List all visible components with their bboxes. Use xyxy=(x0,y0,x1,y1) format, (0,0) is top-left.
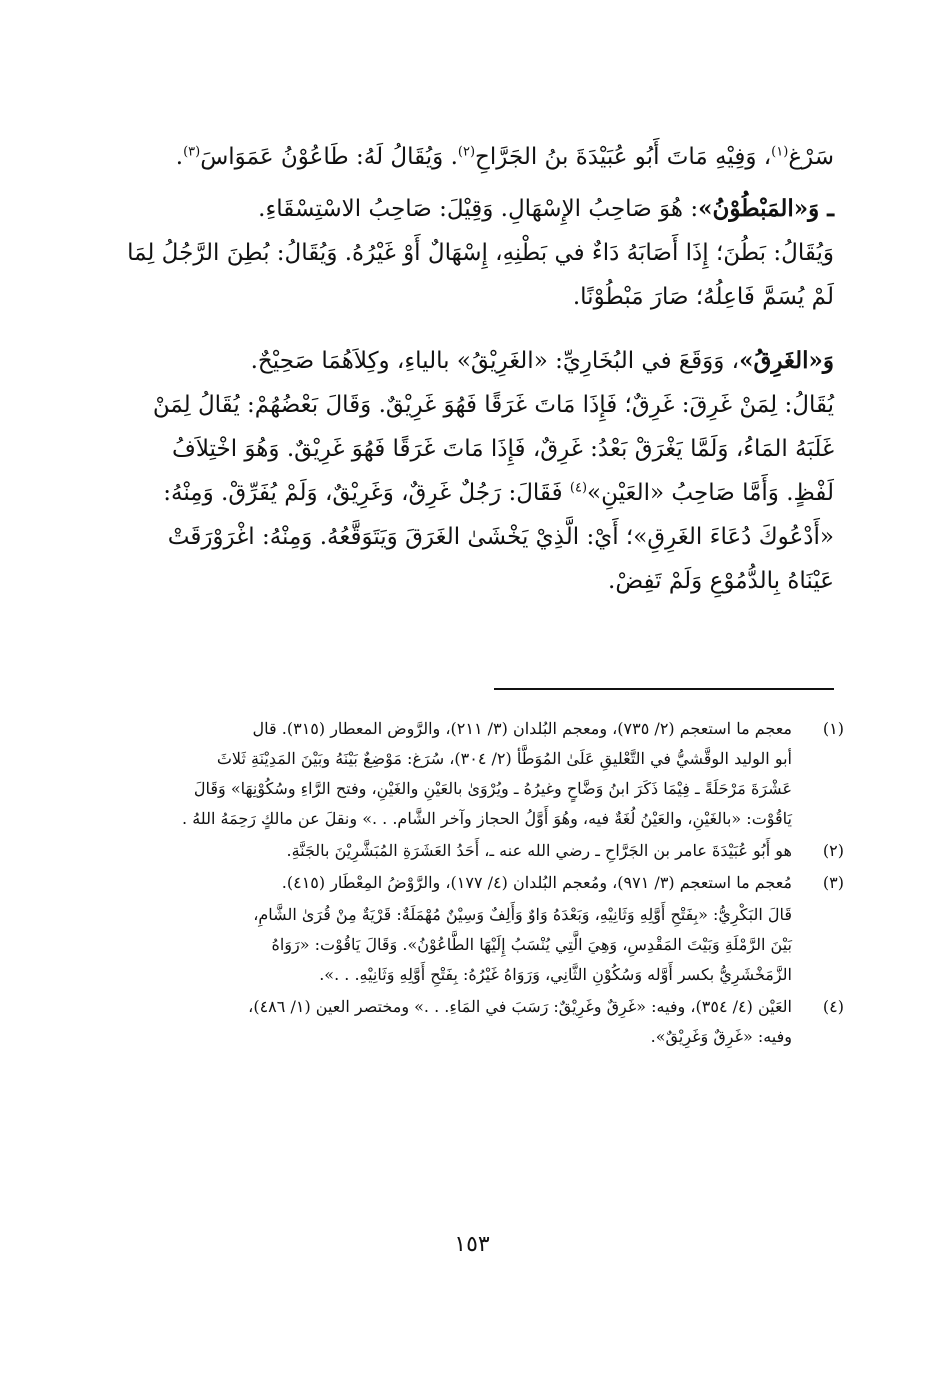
text-segment: «أَدْعُوكَ دُعَاءَ الغَرِقِ»؛ أَيْ: الَّذِيْ يَخْشَىٰ الغَرَقَ وَيَتَوَقَّعُهُ. وَمِنْهُ: اغْرَوْرَقَتْ xyxy=(167,524,834,550)
footnote-body xyxy=(104,992,792,1052)
footnote-3 xyxy=(104,868,844,898)
footnote-line: العَيْن (٤/ ٣٥٤)، وفيه: «غَرِقٌ وغَرِيْقٌ: رَسَبَ في المَاءِ. . .» ومختصر العين (١/ ٤٨٦)، xyxy=(248,997,792,1016)
footnote-line: عَشْرَةَ مَرْحَلَةً ـ فِيْمَا ذَكَرَ ابنُ وَضَّاحٍ وغيرُهُ ـ ويُرْوَىٰ بالعَيْنِ والغَيْنِ، وفتح الرَّاءِ وسُكُوْنِهَا» وَقَالَ xyxy=(193,779,792,798)
term-heading: ـ وَ«المَبْطُوْنُ» xyxy=(698,195,834,222)
text-segment: ، وَوَقَعَ في البُخَارِيِّ: «الغَرِيْقُ» بالياءِ، وكِلاَهُمَا صَحِيْحٌ. xyxy=(250,348,740,374)
footnote-ref-3[interactable]: (٣) xyxy=(183,144,201,160)
text-segment: لَمْ يُسَمَّ فَاعِلُهُ؛ صَارَ مَبْطُوْنًا. xyxy=(572,284,834,310)
footnote-4 xyxy=(104,992,844,1052)
text-segment: : هُوَ صَاحِبُ الإِسْهَالِ. وَقِيْلَ: صَاحِبُ الاسْتِسْقَاءِ. xyxy=(258,196,699,222)
footnote-line: قَالَ البَكْرِيُّ: «بِفَتْحِ أَوَّلِهِ وَثَانِيْهِ، وَبَعْدَهُ وَاوٌ وَأَلِفٌ وَسِيْنٌ مُهْمَلَةٌ: قَرْيَةٌ مِنْ قُرَىٰ الشَّامِ، xyxy=(253,905,792,924)
text-segment: فَقَالَ: رَجُلٌ غَرِقٌ، وَغَرِيْقٌ، وَلَمْ يُفَرِّقْ. وَمِنْهُ: xyxy=(163,480,570,506)
paragraph-1 xyxy=(106,135,834,179)
text-segment: . وَيُقَالُ لَهُ: طَاعُوْنُ عَمَوَاسَ xyxy=(200,144,458,170)
text-segment: سَرْغ xyxy=(788,144,834,170)
footnotes xyxy=(104,714,844,1054)
footnote-line: بَيْنَ الرَّمْلَةِ وَبَيْتَ المَقْدِسِ، وَهِيَ الَّتِي يُنْسَبُ إِلَيْهَا الطَّاعُوْنُ». وَقَالَ يَاقُوْت: «رَوَاهُ xyxy=(271,935,792,954)
footnote-line: وفيه: «غَرِقٌ وَغَرِيْقٌ». xyxy=(650,1027,792,1046)
main-text xyxy=(106,135,834,603)
footnote-line: الزَّمَخْشَرِيُّ بكسر أَوَّله وَسُكُوْنِ الثَّانِي، وَرَوَاهُ غَيْرُهُ: بِفَتْحِ أَوَّلِهِ وَثَانِيْهِ. . .». xyxy=(319,965,792,984)
footnote-body xyxy=(104,836,792,866)
footnote-line: معجم ما استعجم (٢/ ٧٣٥)، ومعجم البُلدان (٣/ ٢١١)، والرَّوض المعطار (٣١٥). قال xyxy=(252,719,792,738)
page-number: ١٥٣ xyxy=(454,1232,490,1257)
text-segment: غَلَبَهُ المَاءُ، وَلَمَّا يَغْرَقْ بَعْدُ: غَرِقٌ، فَإِذَا مَاتَ غَرَقًا فَهُوَ غَرِيْقٌ. وَهُوَ اخْتِلاَفُ xyxy=(171,436,834,462)
paragraph-2 xyxy=(106,187,834,231)
footnote-body xyxy=(104,868,792,898)
text-segment: . xyxy=(175,144,184,170)
footnote-ref-2[interactable]: (٢) xyxy=(457,144,476,160)
text-segment: ، وَفِيْهِ مَاتَ أَبُو عُبَيْدَةَ بنُ الجَرَّاحِ xyxy=(475,144,772,170)
footnote-number: (٢) xyxy=(822,841,844,860)
footnote-line: يَاقُوْت: «بالغَيْنِ، والعَيْنُ لُغَةٌ فيه، وهُوَ أَوَّلُ الحجاز وآخر الشَّام. . .» ونقلَ عن مالكٍ رَحِمَهُ اللهُ . xyxy=(182,809,792,828)
footnote-divider xyxy=(494,688,834,690)
paragraph-3-line xyxy=(106,383,834,427)
footnote-body xyxy=(104,714,792,834)
footnote-line: مُعجم ما استعجم (٣/ ٩٧١)، ومُعجم البُلدان (٤/ ١٧٧)، والرَّوْضُ المِعْطَار (٤١٥). xyxy=(281,873,792,892)
footnote-ref-1[interactable]: (١) xyxy=(771,144,789,160)
text-segment: يُقَالُ: لِمَنْ غَرِقَ: غَرِقٌ؛ فَإِذَا مَاتَ غَرَقًا فَهُوَ غَرِيْقٌ. وَقَالَ بَعْضُهُمْ: يُقَالُ لِمَنْ xyxy=(152,392,834,418)
paragraph-3-line xyxy=(106,559,834,603)
text-segment: عَيْنَاهُ بِالدُّمُوْعِ وَلَمْ تَفِضْ. xyxy=(608,568,834,594)
footnote-line: هو أَبُو عُبَيْدَةَ عامر بن الجَرَّاحِ ـ رضي الله عنه ـ، أَحَدُ العَشَرَةِ المُبَشَّرِيْنَ بالجَنَّةِ. xyxy=(286,841,792,860)
footnote-2 xyxy=(104,836,844,866)
footnote-3-continuation xyxy=(104,900,844,990)
paragraph-3-line xyxy=(106,471,834,515)
paragraph-2-line xyxy=(106,231,834,275)
footnote-ref-4[interactable]: (٤) xyxy=(569,480,588,496)
text-segment: لَفْظٍ. وَأَمَّا صَاحِبُ «العَيْنِ» xyxy=(587,480,834,506)
footnote-1 xyxy=(104,714,844,834)
paragraph-3-line xyxy=(106,427,834,471)
footnote-number: (١) xyxy=(822,719,844,738)
term-heading: وَ«الغَرِقُ» xyxy=(739,347,834,374)
paragraph-2-line xyxy=(106,275,834,319)
paragraph-3 xyxy=(106,339,834,383)
footnote-number: (٤) xyxy=(822,997,844,1016)
footnote-line: أبو الوليد الوقَّشيُّ في التَّعْليقِ عَلَىٰ المُوَطَّأ (٢/ ٣٠٤)، سُرَغ: مَوْضِعٌ بَيْنَهُ وبَيْنَ المَدِيْنَةِ ثَلاثَ xyxy=(216,749,792,768)
text-segment: وَيُقَالُ: بَطُنَ؛ إِذَا أَصَابَهُ دَاءٌ في بَطْنِهِ، إِسْهَالٌ أَوْ غَيْرُهُ. وَيُقَالُ: بُطِنَ الرَّجُلُ لِمَا xyxy=(127,240,834,266)
paragraph-3-line xyxy=(106,515,834,559)
footnote-number: (٣) xyxy=(822,873,844,892)
